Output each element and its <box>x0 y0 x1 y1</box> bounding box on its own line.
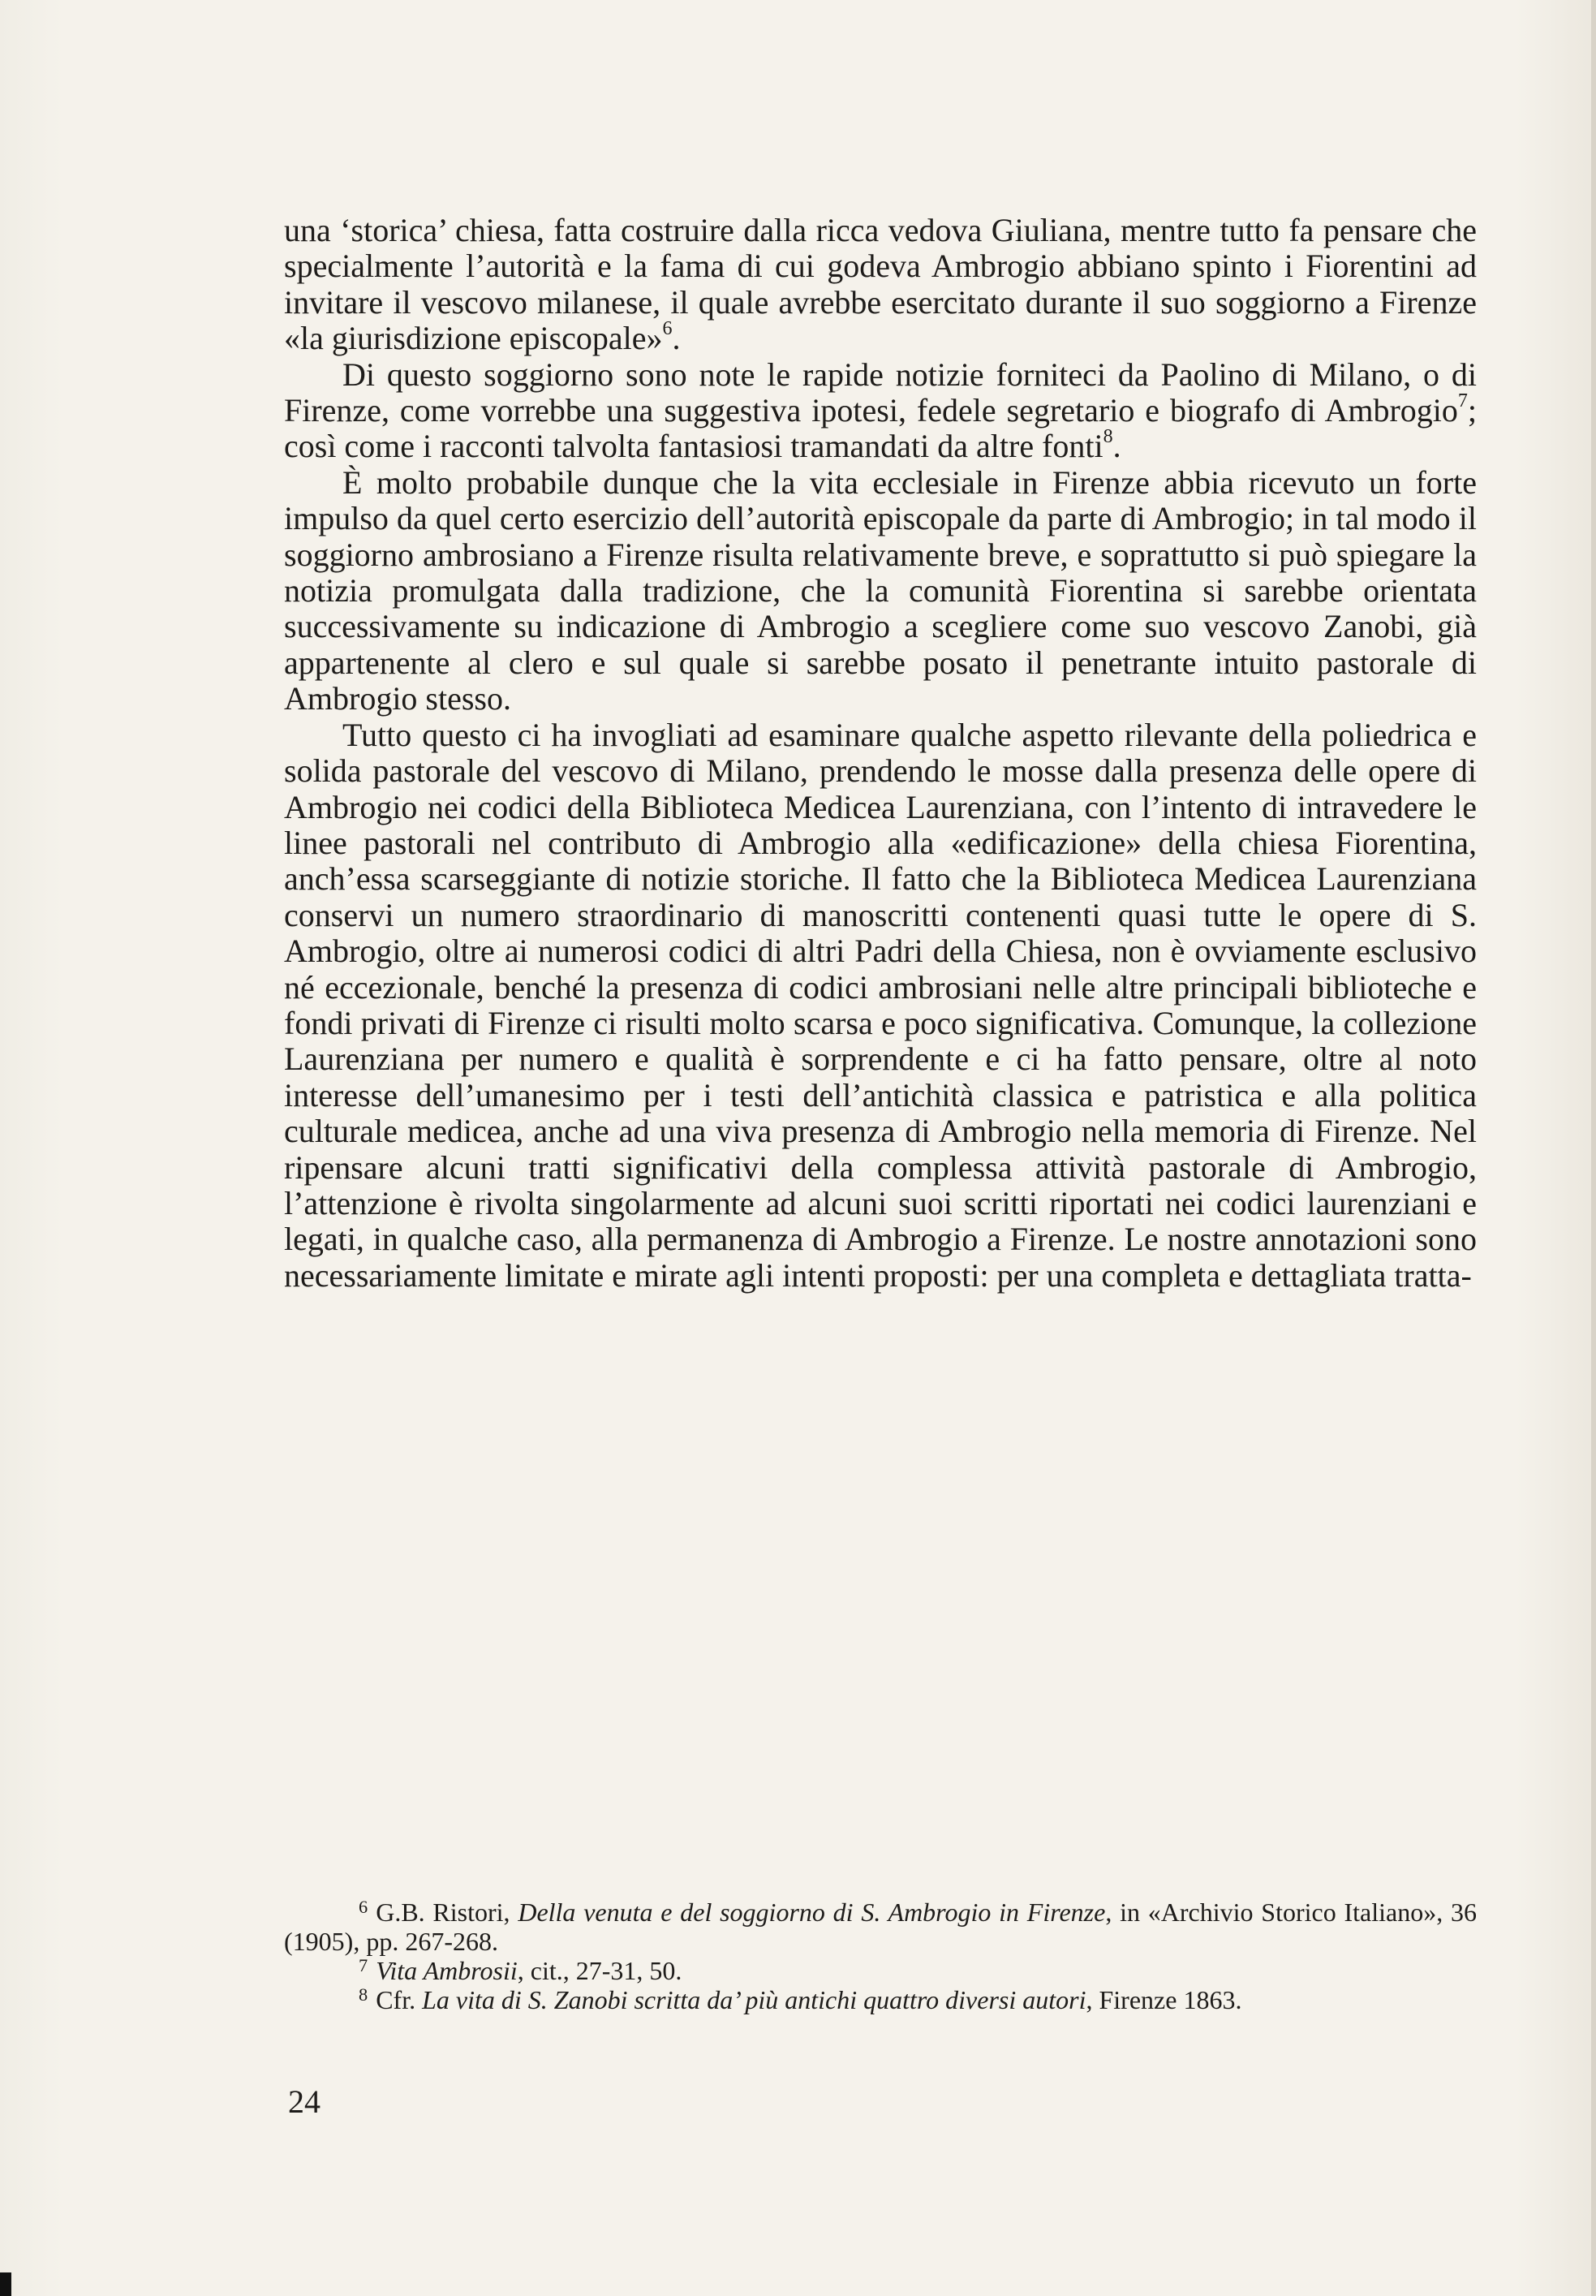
paragraph <box>284 357 1477 465</box>
text-run: Di questo soggiorno sono note le rapide notizie forniteci da Paolino di Milano, o di Firenze, come vorrebbe una suggestiva ipotesi, fedele segretario e biografo di Ambrogio <box>284 355 1477 429</box>
paragraph <box>284 465 1477 717</box>
text-run: . <box>672 320 681 357</box>
paragraph <box>284 213 1477 357</box>
text-run: Tutto questo ci ha invogliati ad esaminare qualche aspetto rilevante della poliedrica e solida pastorale del vescovo di Milano, prendendo le mosse dalla presenza delle opere di Ambrogio nei codici della Biblioteca Medicea Laurenziana, con l’intento di intravedere le linee pastorali nel contributo di Ambrogio alla «edificazione» della chiesa Fiorentina, anch’essa scarseggiante di notizie storiche. Il fatto che la Biblioteca Medicea Laurenziana conservi un numero straordinario di manoscritti contenenti quasi tutte le opere di S. Ambrogio, oltre ai numerosi codici di altri Padri della Chiesa, non è ovviamente esclusivo né eccezionale, benché la presenza di codici ambrosiani nelle altre principali biblioteche e fondi privati di Firenze ci risulti molto scarsa e poco significativa. Comunque, la collezione Laurenziana per numero e qualità è sorprendente e ci ha fatto pensare, oltre al noto interesse dell’umanesimo per i testi dell’antichità classica e patristica e alla politica culturale medicea, anche ad una viva presenza di Ambrogio nella memoria di Firenze. Nel ripensare alcuni tratti significativi della complessa attività pastorale di Ambrogio, l’attenzione è rivolta singolarmente ad alcuni suoi scritti riportati nei codici laurenziani e legati, in qualche caso, alla permanenza di Ambrogio a Firenze. Le nostre annotazioni sono necessariamente limitate e mirate agli intenti proposti: per una completa e dettagliata tratta- <box>284 716 1477 1294</box>
text-run: , in «Archivio Storico Italiano», 36 (1905), pp. 267-268. <box>284 1898 1478 1956</box>
text-run: . <box>1112 428 1121 465</box>
main-text-block <box>284 213 1477 1294</box>
footnote-number: 8 <box>359 1984 368 2005</box>
text-run: , cit., 27-31, 50. <box>517 1956 682 1985</box>
italic-title: La vita di S. Zanobi scritta da’ più antichi quattro diversi autori <box>422 1985 1086 2014</box>
text-run: È molto probabile dunque che la vita ecclesiale in Firenze abbia ricevuto un forte impulso da quel certo esercizio dell’autorità episcopale da parte di Ambrogio; in tal modo il soggiorno ambrosiano a Firenze risulta relativamente breve, e soprattutto si può spiegare la notizia promulgata dalla tradizione, che la comunità Fiorentina si sarebbe orientata successivamente su indicazione di Ambrogio a scegliere come suo vescovo Zanobi, già appartenente al clero e sul quale si sarebbe posato il penetrante intuito pastorale di Ambrogio stesso. <box>284 463 1477 717</box>
italic-title: Della venuta e del soggiorno di S. Ambrogio in Firenze <box>518 1898 1106 1927</box>
paragraph <box>284 717 1477 1294</box>
scan-edge-mark <box>0 2272 11 2296</box>
text-run: una ‘storica’ chiesa, fatta costruire dalla ricca vedova Giuliana, mentre tutto fa pensare che specialmente l’autorità e la fama di cui godeva Ambrogio abbiano spinto i Fiorentini ad invitare il vescovo milanese, il quale avrebbe esercitato durante il suo soggiorno a Firenze «la giurisdizione episcopale» <box>284 212 1477 357</box>
footnote <box>284 1985 1477 2014</box>
footnote-reference: 6 <box>662 318 673 340</box>
italic-title: Vita Ambrosii <box>376 1956 518 1985</box>
text-run: ; così come i racconti talvolta fantasiosi tramandati da altre fonti <box>284 392 1477 465</box>
text-run: , Firenze 1863. <box>1086 1985 1242 2014</box>
footnote-number: 6 <box>359 1896 368 1917</box>
footnote-number: 7 <box>359 1954 368 1975</box>
footnotes-block <box>284 1898 1477 2014</box>
footnote <box>284 1956 1477 1985</box>
footnote-reference: 7 <box>1457 390 1468 412</box>
footnote-reference: 8 <box>1103 426 1113 448</box>
text-run: Cfr. <box>376 1985 423 2014</box>
page-number: 24 <box>288 2083 320 2120</box>
text-run: G.B. Ristori, <box>376 1898 518 1927</box>
footnote <box>284 1898 1477 1956</box>
page-edge-shadow <box>1591 0 1596 2296</box>
